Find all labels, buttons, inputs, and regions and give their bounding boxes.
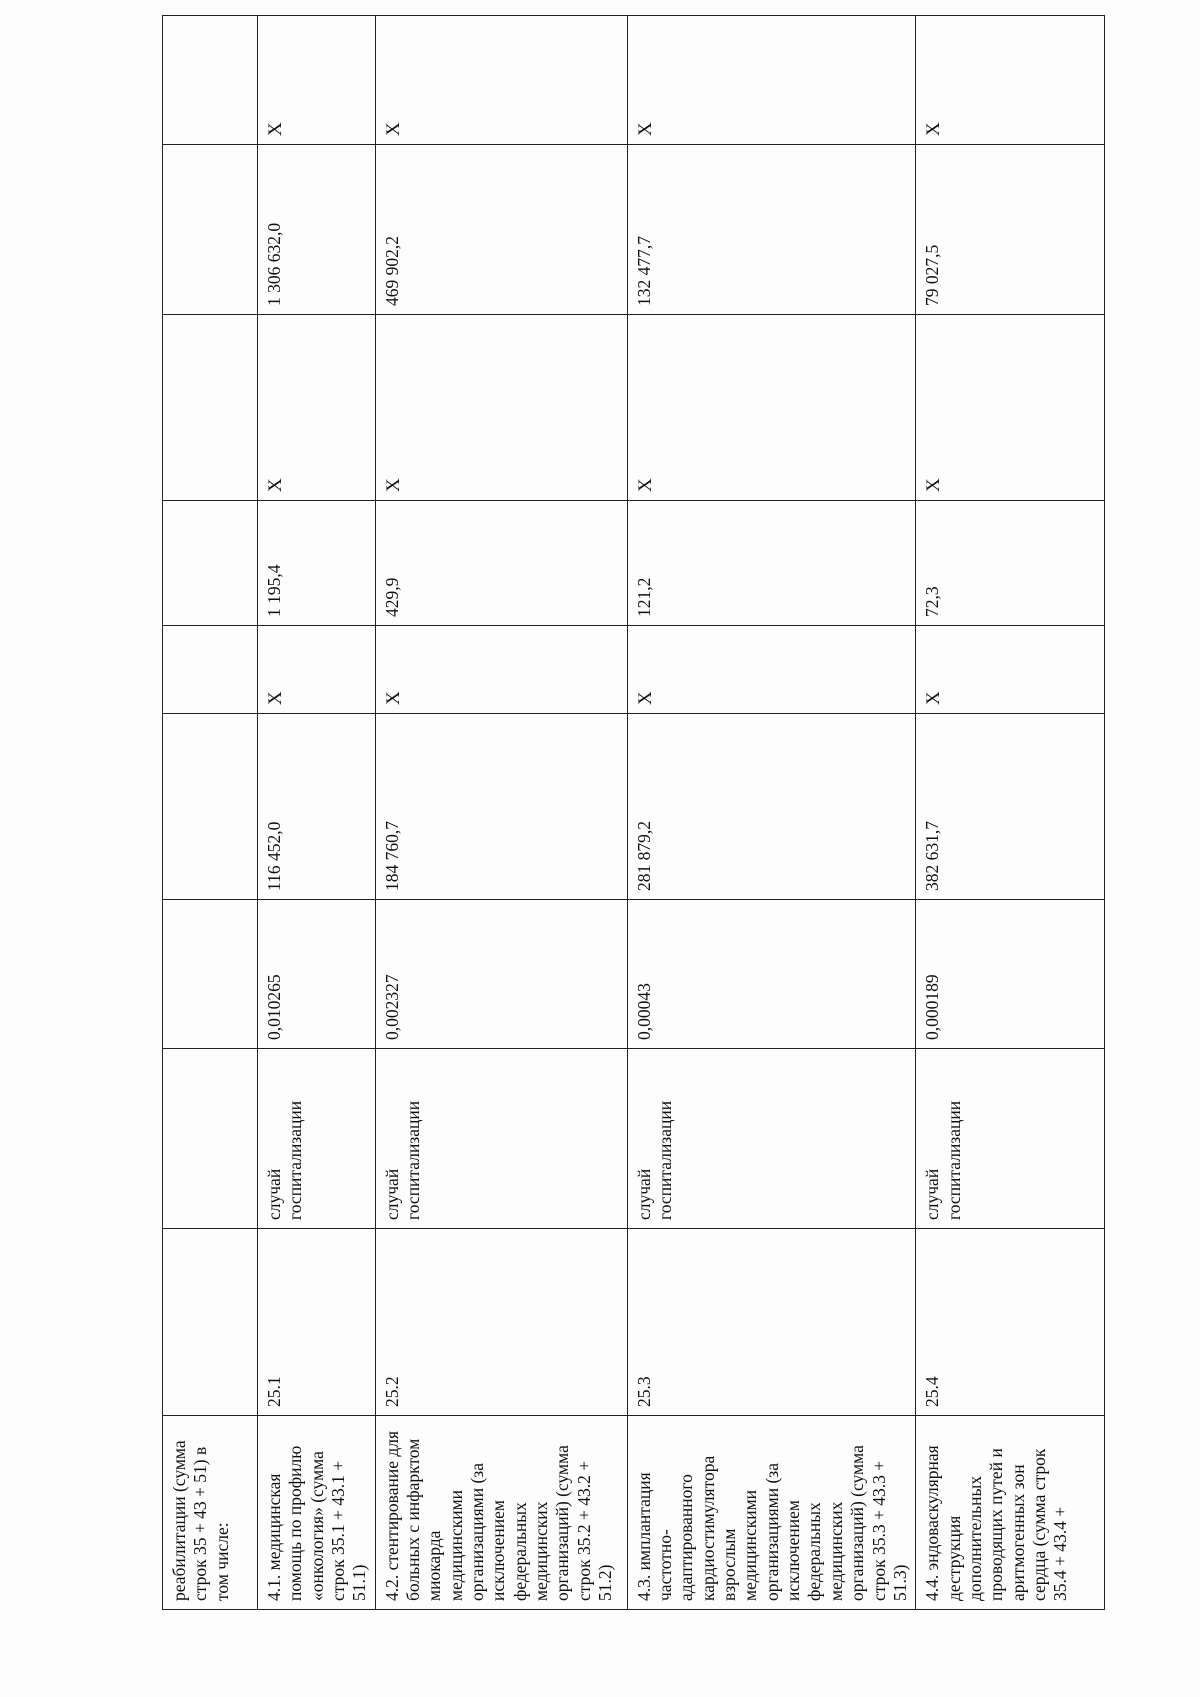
x-cell: X — [916, 315, 1105, 501]
financing-table — [162, 15, 1105, 1610]
x-cell: X — [627, 315, 915, 501]
total-cell: 469 902,2 — [375, 145, 627, 315]
total-cell: 132 477,7 — [627, 145, 915, 315]
unit-cell: случай госпитализации — [627, 1049, 915, 1229]
unit-cell: случай госпитализации — [375, 1049, 627, 1229]
row-name-cell: 4.1. медицинская помощь по профилю «онкология» (сумма строк 35.1 + 43.1 + 51.1) — [258, 1416, 376, 1610]
rotated-table-wrapper — [162, 36, 1086, 1610]
row-code-cell: 25.1 — [258, 1229, 376, 1416]
norm-cell — [163, 900, 258, 1049]
row-code-cell: 25.4 — [916, 1229, 1105, 1416]
x-cell: X — [258, 626, 376, 714]
amount-cell: 1 195,4 — [258, 501, 376, 626]
row-name-cell: реабилитации (сумма строк 35 + 43 + 51) в том числе: — [163, 1416, 258, 1610]
table-row — [627, 16, 915, 1610]
amount-cell: 121,2 — [627, 501, 915, 626]
x-cell — [163, 315, 258, 501]
row-name-cell: 4.3. имплантация частотно-адаптированного кардиостимулятора взрослым медицинскими организациями (за исключением федеральных медицинских организаций) (сумма строк 35.3 + 43.3 + 51.3) — [627, 1416, 915, 1610]
unit-cell: случай госпитализации — [916, 1049, 1105, 1229]
x-cell: X — [916, 16, 1105, 145]
x-cell: X — [627, 626, 915, 714]
unit-cell — [163, 1049, 258, 1229]
total-cell: 79 027,5 — [916, 145, 1105, 315]
cost-cell — [163, 714, 258, 900]
table-row — [375, 16, 627, 1610]
unit-cell: случай госпитализации — [258, 1049, 376, 1229]
x-cell: X — [375, 626, 627, 714]
norm-cell: 0,002327 — [375, 900, 627, 1049]
cost-cell: 184 760,7 — [375, 714, 627, 900]
x-cell: X — [916, 626, 1105, 714]
total-cell — [163, 145, 258, 315]
cost-cell: 382 631,7 — [916, 714, 1105, 900]
amount-cell: 429,9 — [375, 501, 627, 626]
cost-cell: 281 879,2 — [627, 714, 915, 900]
x-cell: X — [627, 16, 915, 145]
norm-cell: 0,010265 — [258, 900, 376, 1049]
amount-cell: 72,3 — [916, 501, 1105, 626]
x-cell: X — [258, 315, 376, 501]
x-cell: X — [375, 315, 627, 501]
amount-cell — [163, 501, 258, 626]
table-row — [258, 16, 376, 1610]
norm-cell: 0,000189 — [916, 900, 1105, 1049]
row-name-cell: 4.4. эндоваскулярная деструкция дополнительных проводящих путей и аритмогенных зон сердца (сумма строк 35.4 + 43.4 + — [916, 1416, 1105, 1610]
x-cell — [163, 626, 258, 714]
x-cell — [163, 16, 258, 145]
row-code-cell: 25.2 — [375, 1229, 627, 1416]
x-cell: X — [258, 16, 376, 145]
x-cell: X — [375, 16, 627, 145]
table-row — [163, 16, 258, 1610]
row-code-cell — [163, 1229, 258, 1416]
table-row — [916, 16, 1105, 1610]
row-code-cell: 25.3 — [627, 1229, 915, 1416]
total-cell: 1 306 632,0 — [258, 145, 376, 315]
row-name-cell: 4.2. стентирование для больных с инфарктом миокарда медицинскими организациями (за исключением федеральных медицинских организаций) (сумма строк 35.2 + 43.2 + 51.2) — [375, 1416, 627, 1610]
norm-cell: 0,00043 — [627, 900, 915, 1049]
cost-cell: 116 452,0 — [258, 714, 376, 900]
